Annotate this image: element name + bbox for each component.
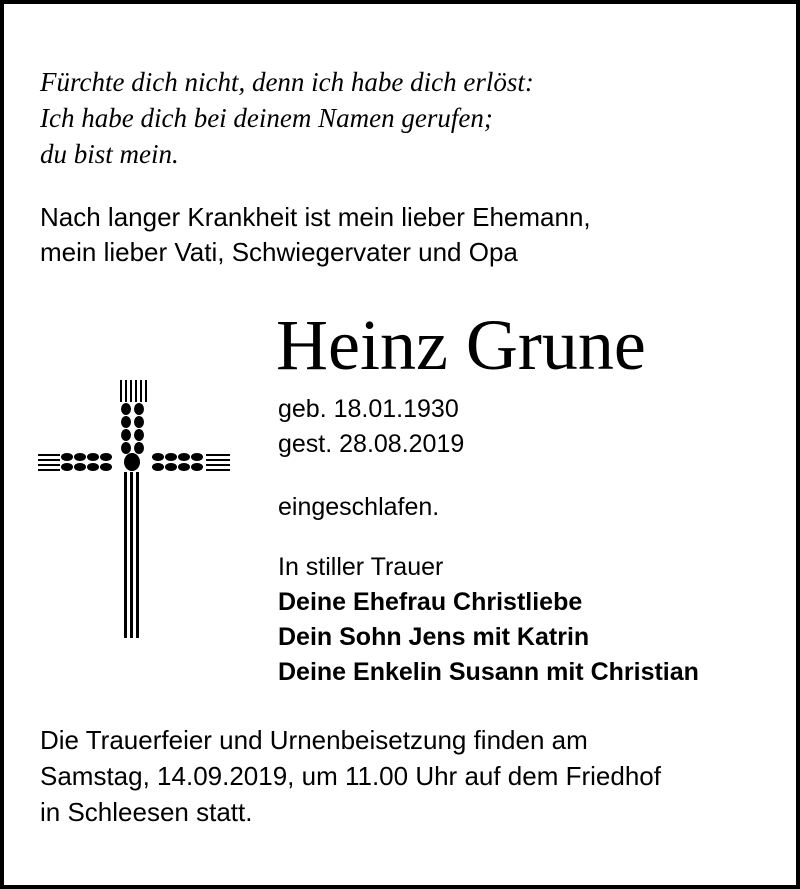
death-date: gest. 28.08.2019 [278,430,465,458]
intro-text [40,200,591,270]
mourner-3: Deine Enkelin Susann mit Christian [278,658,699,686]
passed-away-text: eingeschlafen. [278,493,440,521]
verse-line-3: du bist mein. [40,139,179,169]
life-dates [278,392,464,462]
mourner-1: Deine Ehefrau Christliebe [278,588,583,616]
birth-date: geb. 18.01.1930 [278,395,459,423]
funeral-line-2: Samstag, 14.09.2019, um 11.00 Uhr auf dem Friedhof [40,761,661,791]
funeral-line-1: Die Trauerfeier und Urnenbeisetzung finden am [40,725,588,755]
mourner-2: Dein Sohn Jens mit Katrin [278,623,590,651]
intro-line-1: Nach langer Krankheit ist mein lieber Ehemann, [40,202,591,232]
intro-line-2: mein lieber Vati, Schwiegervater und Opa [40,237,518,267]
funeral-line-3: in Schleesen statt. [40,797,253,827]
mourners-intro: In stiller Trauer [278,553,444,581]
bible-verse [40,64,534,172]
funeral-notice [40,722,661,830]
deceased-name: Heinz Grune [276,305,646,385]
mourners-block [278,550,699,690]
verse-line-2: Ich habe dich bei deinem Namen gerufen; [40,103,493,133]
wheat-cross-icon [34,376,234,646]
verse-line-1: Fürchte dich nicht, denn ich habe dich erlöst: [40,67,534,97]
